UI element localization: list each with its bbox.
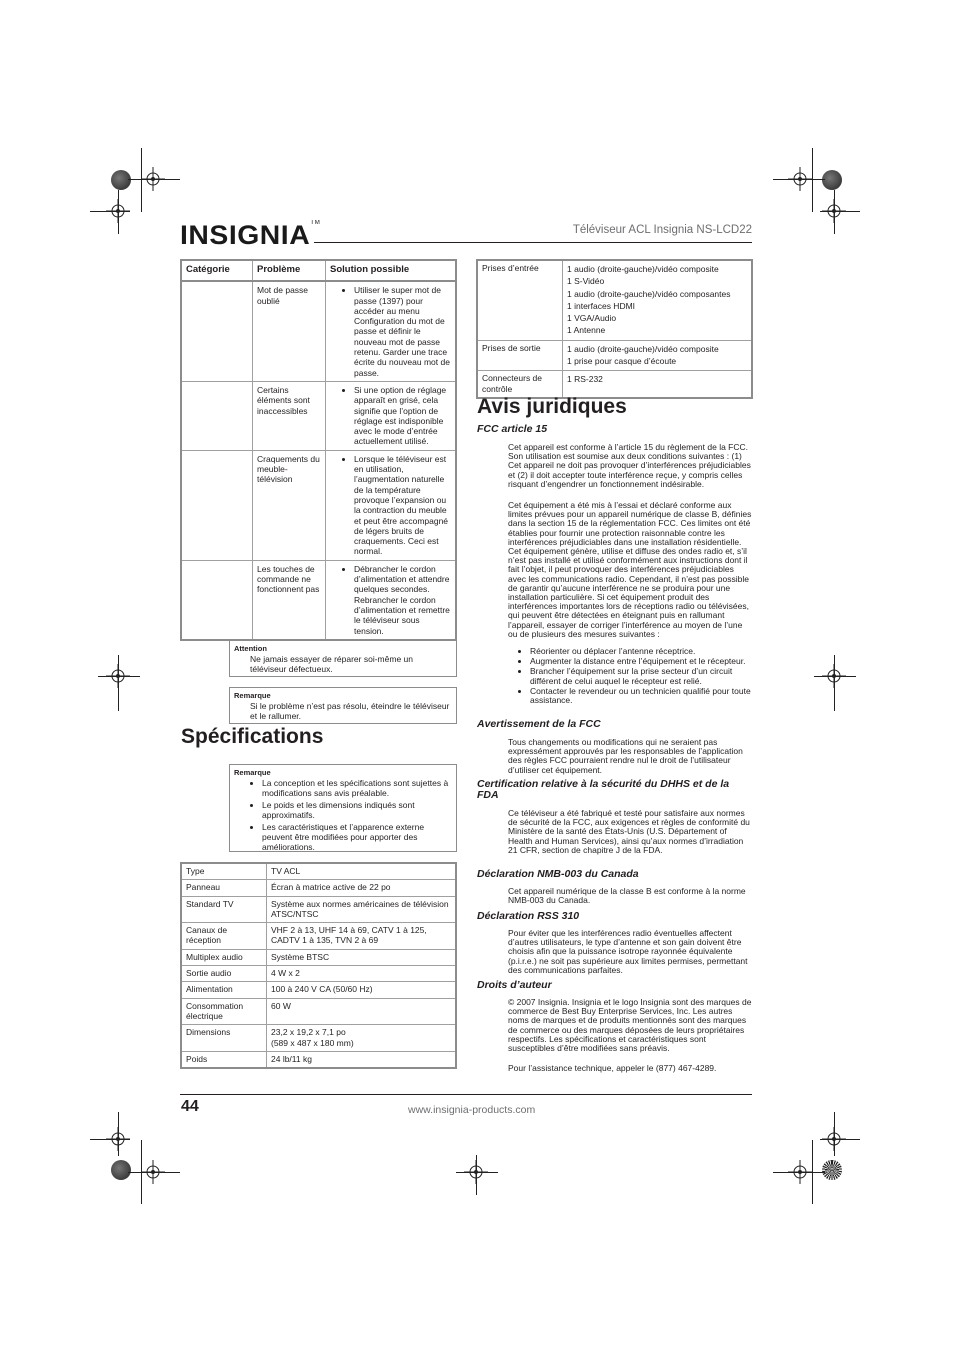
- port-values: [563, 260, 753, 340]
- dhhs-heading: Certification relative à la sécurité du DHHS et de la FDA: [477, 778, 730, 801]
- table-row: [181, 863, 456, 880]
- remark-text: Si le problème n’est pas résolu, éteindre le téléviseur et le rallumer.: [250, 701, 450, 721]
- spec-label: Alimentation: [181, 982, 267, 998]
- crosshair-icon: [788, 1160, 812, 1184]
- table-row: [181, 880, 456, 896]
- category-cell: [181, 281, 253, 381]
- footer-rule: [180, 1094, 752, 1095]
- fcc15-heading: FCC article 15: [477, 423, 548, 435]
- table-row: [181, 896, 456, 923]
- port-item: 1 audio (droite-gauche)/vidéo composite: [567, 264, 719, 274]
- crosshair-icon: [822, 1127, 846, 1151]
- spec-value: 24 lb/11 kg: [267, 1051, 457, 1068]
- spec-value: 4 W x 2: [267, 966, 457, 982]
- column-header-category: Catégorie: [181, 260, 253, 281]
- spec-value: 100 à 240 V CA (50/60 Hz): [267, 982, 457, 998]
- spec-value: 60 W: [267, 998, 457, 1025]
- solution-cell: [326, 450, 457, 560]
- spec-label: Panneau: [181, 880, 267, 896]
- table-header-row: [181, 260, 456, 281]
- port-values: [563, 340, 753, 371]
- list-item: • Brancher l’équipement sur la prise secteur d’un circuit différent de celui auquel le récepteur est relié.: [530, 667, 752, 685]
- category-cell: [181, 381, 253, 450]
- list-item: • Réorienter ou déplacer l’antenne réceptrice.: [530, 647, 752, 656]
- spec-label: Canaux de réception: [181, 923, 267, 950]
- table-row: [181, 949, 456, 965]
- registration-ball-top-left: [111, 170, 131, 190]
- spec-label: Standard TV: [181, 896, 267, 923]
- troubleshooting-table: [180, 259, 457, 641]
- category-cell: [181, 450, 253, 560]
- attention-title: Attention: [234, 644, 267, 653]
- spec-label: Multiplex audio: [181, 949, 267, 965]
- port-item: 1 VGA/Audio: [567, 313, 617, 324]
- specifications-heading: Spécifications: [181, 725, 324, 748]
- problem-cell: Certains éléments sont inaccessibles: [253, 381, 326, 450]
- crosshair-icon: [822, 664, 846, 688]
- crop-mark: [812, 148, 813, 212]
- port-label: Prises d’entrée: [477, 260, 563, 340]
- copyright-paragraph: © 2007 Insignia. Insignia et le logo Insignia sont des marques de commerce de Best Buy Enterprise Services, Inc. Les autres noms de marques et de produits mentionnés sont des marques de commerce ou des marques déposées de leurs propriétaires respectifs. Les spécifications et caractéristiques sont susceptibles d’être modifiées sans préavis.: [508, 997, 752, 1054]
- spec-label: Type: [181, 863, 267, 880]
- specifications-table: [180, 862, 457, 1069]
- table-row: [181, 998, 456, 1025]
- table-row: [477, 340, 752, 371]
- port-values: 1 RS-232: [563, 371, 753, 398]
- rss-paragraph: Pour éviter que les interférences radio éventuelles affectent d’autres utilisateurs, le type d’antenne et son gain doivent être choisis afin que la puissance isotrope rayonnée équivalente (p.i.r.e.) ne soit pas supérieure aux limites permises, permettant des communications parfaites.: [508, 928, 748, 975]
- table-row: [181, 1051, 456, 1068]
- port-label: Prises de sortie: [477, 340, 563, 371]
- spec-remark-item: • La conception et les spécifications sont sujettes à modifications sans avis préalable.: [262, 778, 450, 798]
- page-header-title: Téléviseur ACL Insignia NS-LCD22: [572, 224, 752, 236]
- category-cell: [181, 560, 253, 640]
- crosshair-icon: [464, 1160, 488, 1184]
- fcc15-paragraph-1: Cet appareil est conforme à l’article 15 du règlement de la FCC. Son utilisation est soumise aux deux conditions suivantes : (1) Cet appareil ne doit pas provoquer d’interférences préjudiciables et (2) il doit accepter toute interférence reçue, y compris celles risquant d’engendrer un fonctionnement indésirable.: [508, 442, 751, 489]
- registration-ball-top-right: [822, 170, 842, 190]
- spec-value: Système aux normes américaines de télévision ATSC/NTSC: [267, 896, 457, 923]
- problem-cell: Mot de passe oublié: [253, 281, 326, 381]
- spec-value-line: (589 x 487 x 180 mm): [271, 1037, 354, 1048]
- problem-cell: Les touches de commande ne fonctionnent pas: [253, 560, 326, 640]
- port-item: 1 Antenne: [567, 325, 606, 336]
- solution-text: • Utiliser le super mot de passe (1397) pour accéder au menu Configuration du mot de passe et définir le nouveau mot de passe retenu. Garder une trace écrite du nouveau mot de passe.: [354, 285, 451, 378]
- solution-text: • Si une option de réglage apparaît en grisé, cela signifie que l’option de réglage est indisponible avec le mode d’entrée actuellement utilisé.: [354, 385, 451, 447]
- nmb-heading: Déclaration NMB-003 du Canada: [477, 868, 639, 880]
- crosshair-icon: [141, 167, 165, 191]
- spec-label: Consommation électrique: [181, 998, 267, 1025]
- fcc-warning-paragraph: Tous changements ou modifications qui ne seraient pas expressément approuvés par les responsables de l’application des règles FCC pourraient rendre nul le droit de l’utilisateur d’utiliser cet équipement.: [508, 737, 743, 775]
- port-item: 1 audio (droite-gauche)/vidéo composite: [567, 343, 719, 354]
- column-header-solution: Solution possible: [326, 260, 457, 281]
- spec-value: Écran à matrice active de 22 po: [267, 880, 457, 896]
- dhhs-paragraph: Ce téléviseur a été fabriqué et testé pour satisfaire aux normes de sécurité de la FCC, aux exigences et règles de conformité du Ministère de la santé des États-Unis (U.S. Département of Health and Human Services), ainsi qu’aux normes d’irradiation 21 CFR, section de chapitre J de la FDA.: [508, 808, 750, 855]
- rss-heading: Déclaration RSS 310: [477, 910, 580, 922]
- spec-value-line: 23,2 x 19,2 x 7,1 po: [271, 1027, 346, 1038]
- table-row: [477, 371, 752, 398]
- problem-cell: Craquements du meuble-télévision: [253, 450, 326, 560]
- crosshair-icon: [141, 1160, 165, 1184]
- table-row: [181, 381, 456, 450]
- insignia-logo: INSIGNIA™: [180, 220, 321, 250]
- list-item: • Contacter le revendeur ou un technicien qualifié pour toute assistance.: [530, 687, 752, 705]
- footer-url: www.insignia-products.com: [408, 1104, 536, 1116]
- header-rule: [314, 242, 752, 243]
- list-item: • Augmenter la distance entre l’équipement et le récepteur.: [530, 657, 752, 666]
- crosshair-icon: [106, 664, 130, 688]
- fcc15-paragraph-2: Cet équipement a été mis à l’essai et déclaré conforme aux limites prévues pour un appareil numérique de classe B, définies dans la section 15 de la réglementation FCC. Ces limites ont été établies pour fournir une protection raisonnable contre les interférences préjudiciables dans une installation résidentielle. Cet équipement génère, utilise et diffuse des ondes radio et, s’il n’est pas installé et utilisé conformément aux instructions dont il fait l’objet, il peut provoquer des interférences préjudiciables avec les communications radio. Cependant, il n’est pas possible de garantir qu’aucune interférence ne se produira pour une installation particulière. Si cet équipement produit des interférences importantes lors de réceptions radio ou télévisées, qui peuvent être détectées en éteignant puis en rallumant l’appareil, essayer de corriger l’interférence au moyen de l’une ou de plusieurs des mesures suivantes :: [508, 500, 752, 639]
- spec-label: Dimensions: [181, 1025, 267, 1052]
- table-row: [181, 450, 456, 560]
- spec-label: Sortie audio: [181, 966, 267, 982]
- crosshair-icon: [822, 199, 846, 223]
- page-number: 44: [181, 1098, 199, 1115]
- solution-cell: [326, 560, 457, 640]
- attention-box: [229, 640, 457, 677]
- solution-text: • Lorsque le téléviseur est en utilisation, l’augmentation naturelle de la température provoque l’expansion ou la contraction du meuble et peut être accompagné de légers bruits de craquements. Ceci est normal.: [354, 454, 451, 557]
- port-item: 1 prise pour casque d’écoute: [567, 356, 677, 367]
- port-item: 1 audio (droite-gauche)/vidéo composantes: [567, 288, 731, 299]
- spec-remark-item: • Le poids et les dimensions indiqués sont approximatifs.: [262, 800, 450, 820]
- remark-box: [229, 687, 457, 724]
- spec-value: [267, 1025, 457, 1052]
- copyright-heading: Droits d’auteur: [477, 979, 552, 991]
- fcc-warning-heading: Avertissement de la FCC: [477, 718, 601, 730]
- fcc15-bullets: [508, 647, 752, 706]
- spec-remark-item: • Les caractéristiques et l’apparence externe peuvent être modifiées pour apporter des améliorations.: [262, 822, 450, 852]
- solution-cell: [326, 281, 457, 381]
- table-row: [181, 560, 456, 640]
- support-paragraph: Pour l’assistance technique, appeler le (877) 467-4289.: [508, 1063, 717, 1073]
- table-row: [181, 1025, 456, 1052]
- spec-remark-title: Remarque: [234, 768, 271, 777]
- port-item: 1 interfaces HDMI: [567, 300, 636, 311]
- registration-ball-bottom-right: [822, 1160, 842, 1180]
- crosshair-icon: [106, 1127, 130, 1151]
- nmb-paragraph: Cet appareil numérique de la classe B est conforme à la norme NMB-003 du Canada.: [508, 886, 746, 906]
- spec-value: Système BTSC: [267, 949, 457, 965]
- spec-value: VHF 2 à 13, UHF 14 à 69, CATV 1 à 125, CADTV 1 à 135, TVN 2 à 69: [267, 923, 457, 950]
- port-label: Connecteurs de contrôle: [477, 371, 563, 398]
- crosshair-icon: [106, 199, 130, 223]
- crosshair-icon: [788, 167, 812, 191]
- column-header-problem: Problème: [253, 260, 326, 281]
- spec-label: Poids: [181, 1051, 267, 1068]
- registration-ball-bottom-left: [111, 1160, 131, 1180]
- port-item: 1 S-Vidéo: [567, 276, 605, 287]
- solution-text: • Débrancher le cordon d’alimentation et attendre quelques secondes. Rebrancher le cordon d’alimentation et remettre le téléviseur sous tension.: [354, 564, 451, 636]
- solution-cell: [326, 381, 457, 450]
- table-row: [181, 923, 456, 950]
- spec-value: TV ACL: [267, 863, 457, 880]
- table-row: [181, 982, 456, 998]
- remark-title: Remarque: [234, 691, 271, 700]
- table-row: [181, 966, 456, 982]
- table-row: [181, 281, 456, 381]
- spec-remark-box: [229, 764, 457, 852]
- attention-text: Ne jamais essayer de réparer soi-même un téléviseur défectueux.: [250, 654, 413, 674]
- ports-table: [476, 259, 753, 399]
- legal-heading: Avis juridiques: [477, 395, 627, 418]
- table-row: [477, 260, 752, 340]
